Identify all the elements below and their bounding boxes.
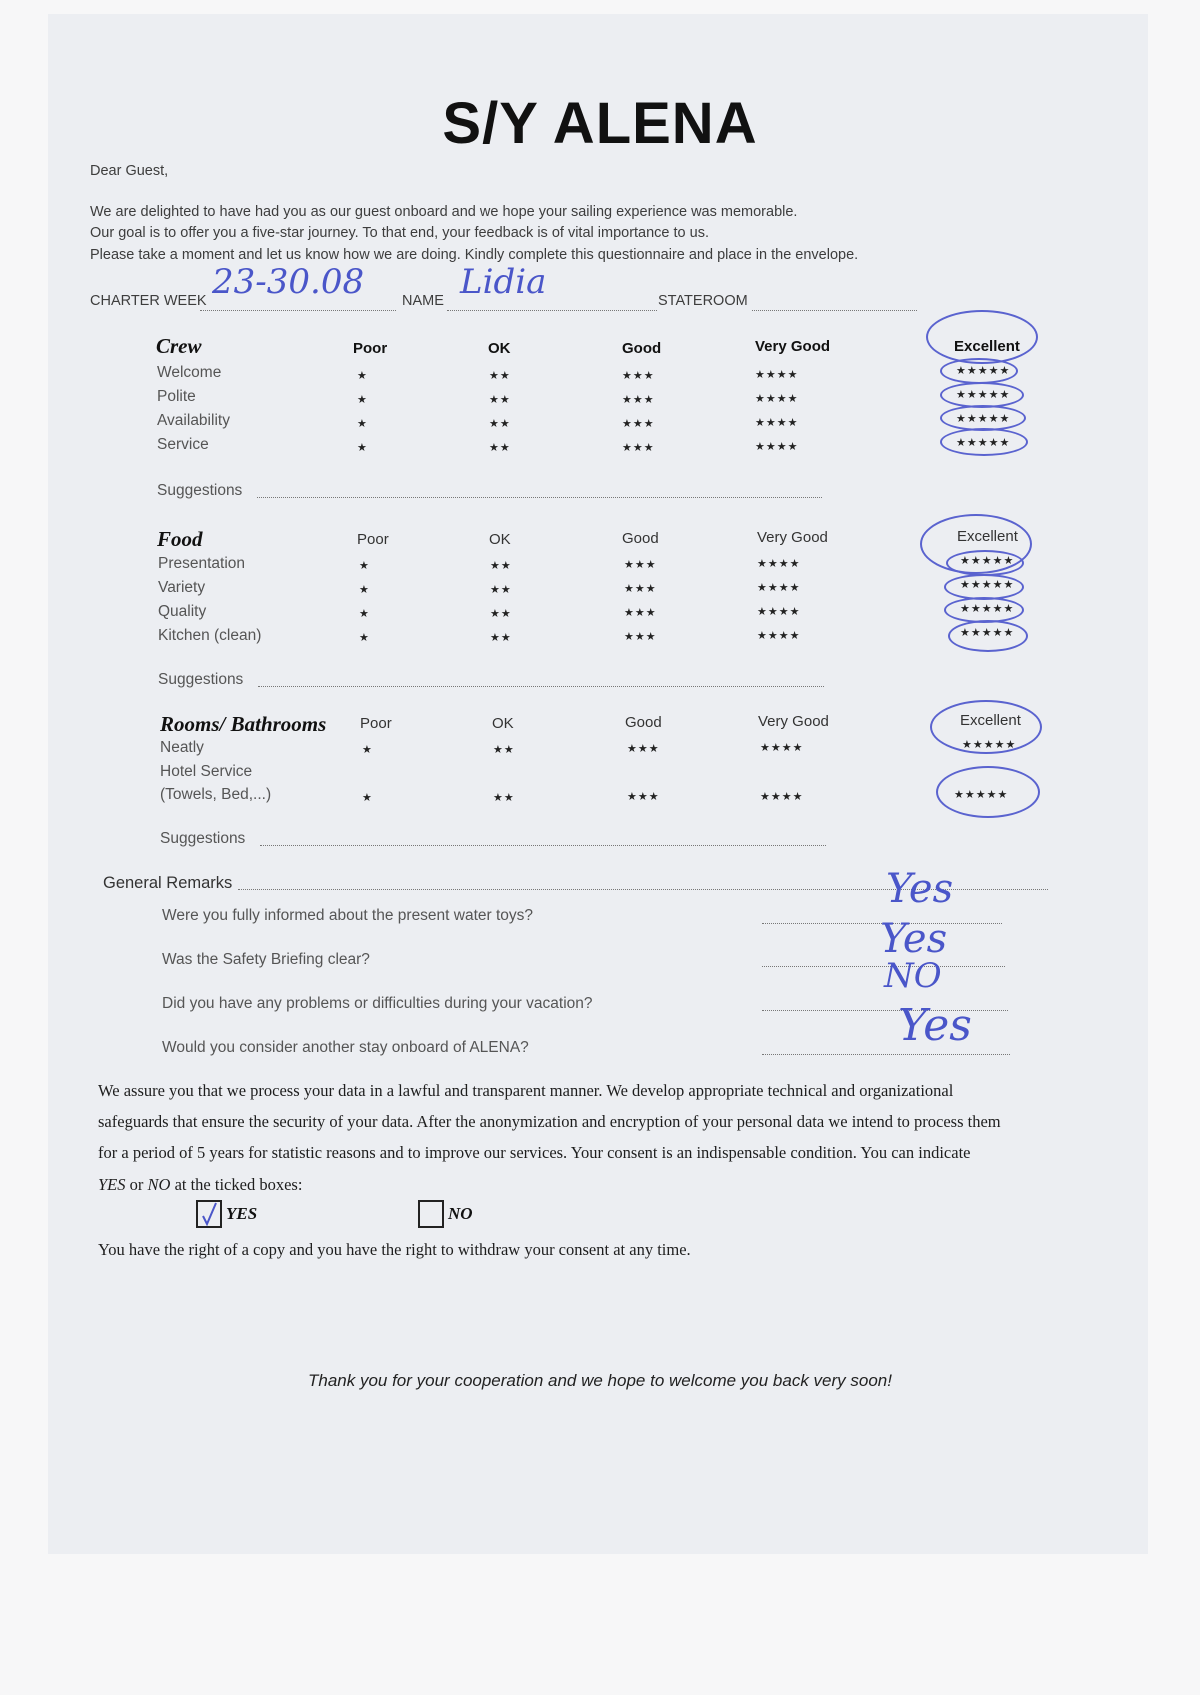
answer-another-stay[interactable]: Yes (898, 1000, 972, 1051)
food-star-option[interactable]: ★★★★★ (960, 603, 1015, 615)
consent-no-word: NO (147, 1175, 171, 1194)
consent-line-1: We assure you that we process your data in a lawful and transparent manner. We develop appropriate technical and organizational (98, 1081, 954, 1100)
thank-you-note: Thank you for your cooperation and we hope to welcome you back very soon! (307, 1371, 892, 1390)
rooms-star-option[interactable]: ★★★★ (760, 742, 804, 754)
crew-star-option[interactable]: ★★★★ (755, 369, 799, 381)
food-star-option[interactable]: ★★★ (624, 559, 657, 571)
consent-yes-word: YES (98, 1175, 126, 1194)
crew-star-option[interactable]: ★★★★★ (956, 389, 1011, 401)
food-section-title: Food (157, 527, 203, 551)
rooms-star-option[interactable]: ★★★★★ (954, 789, 1009, 801)
rooms-col-excellent: Excellent (960, 712, 1021, 729)
food-row-label: Kitchen (clean) (158, 627, 262, 644)
intro-line-3: Please take a moment and let us know how we are doing. Kindly complete this questionnaire and place in the envelope. (90, 247, 859, 263)
food-star-option[interactable]: ★★★ (624, 607, 657, 619)
stateroom-line[interactable] (752, 310, 917, 311)
rooms-star-option[interactable]: ★★ (493, 792, 515, 804)
intro-line-2: Our goal is to offer you a five-star journey. To that end, your feedback is of vital importance to us. (90, 225, 709, 241)
food-star-option[interactable]: ★★★★★ (960, 579, 1015, 591)
food-star-option[interactable]: ★★★ (624, 583, 657, 595)
yes-label: YES (226, 1204, 258, 1223)
crew-star-option[interactable]: ★★★★★ (956, 365, 1011, 377)
consent-tail: at the ticked boxes: (174, 1175, 303, 1194)
answer-water-toys[interactable]: Yes (886, 866, 954, 912)
food-star-option[interactable]: ★★ (490, 608, 512, 620)
food-col-ok: OK (489, 531, 511, 548)
charter-week-line (200, 310, 396, 311)
answer-safety-briefing[interactable]: Yes (880, 916, 948, 962)
crew-col-poor: Poor (353, 340, 388, 357)
consent-no-option[interactable] (418, 1200, 473, 1228)
form-sheet (48, 14, 1148, 1554)
food-star-option[interactable]: ★★★★ (757, 582, 801, 594)
rooms-star-option[interactable]: ★★★★★ (962, 739, 1017, 751)
rooms-star-option[interactable]: ★ (362, 792, 373, 804)
food-star-option[interactable]: ★ (359, 584, 370, 596)
crew-star-option[interactable]: ★★ (489, 442, 511, 454)
rooms-col-good: Good (625, 714, 662, 731)
no-label: NO (448, 1204, 473, 1223)
rooms-col-poor: Poor (360, 715, 392, 732)
crew-col-very-good: Very Good (755, 338, 831, 355)
food-star-option[interactable]: ★★★★ (757, 558, 801, 570)
greeting: Dear Guest, (90, 163, 169, 179)
crew-star-option[interactable]: ★ (357, 394, 368, 406)
food-star-option[interactable]: ★★★★ (757, 630, 801, 642)
question-problems: Did you have any problems or difficulties during your vacation? (162, 995, 593, 1012)
crew-suggestions-label: Suggestions (157, 482, 243, 499)
crew-star-option[interactable]: ★★★ (622, 442, 655, 454)
rooms-star-option[interactable]: ★★ (493, 744, 515, 756)
crew-star-option[interactable]: ★★ (489, 370, 511, 382)
crew-section-title: Crew (156, 334, 202, 358)
consent-line-3: for a period of 5 years for statistic reasons and to improve our services. Your consent is an indispensable condition. You can indicate (98, 1143, 971, 1162)
food-row-label: Presentation (158, 555, 246, 572)
consent-or-word: or (129, 1175, 144, 1194)
crew-star-option[interactable]: ★ (357, 442, 368, 454)
crew-col-excellent: Excellent (954, 338, 1020, 355)
no-checkbox[interactable] (418, 1200, 444, 1228)
food-suggestions-field[interactable] (258, 686, 824, 687)
crew-suggestions-field[interactable] (257, 497, 822, 498)
rooms-star-option[interactable]: ★★★★ (760, 791, 804, 803)
crew-col-good: Good (622, 340, 662, 357)
name-line (447, 310, 657, 311)
answer-problems[interactable]: NO (884, 956, 942, 996)
name-label: NAME (402, 293, 444, 309)
check-mark-icon (198, 1202, 220, 1226)
name-value[interactable]: Lidia (460, 262, 547, 302)
question-water-toys: Were you fully informed about the present water toys? (162, 907, 534, 924)
consent-line-2: safeguards that ensure the security of your data. After the anonymization and encryption of your personal data we intend to process them (98, 1112, 1001, 1131)
rooms-col-very-good: Very Good (758, 713, 829, 730)
food-col-excellent: Excellent (957, 528, 1018, 545)
food-star-option[interactable]: ★★ (490, 584, 512, 596)
stateroom-label: STATEROOM (658, 293, 748, 309)
page-title: S/Y ALENA (442, 91, 758, 156)
crew-star-option[interactable]: ★★★ (622, 370, 655, 382)
crew-star-option[interactable]: ★★★★ (755, 417, 799, 429)
food-star-option[interactable]: ★★★★★ (960, 627, 1015, 639)
question-another-stay: Would you consider another stay onboard of ALENA? (162, 1039, 529, 1056)
intro-line-1: We are delighted to have had you as our guest onboard and we hope your sailing experience was memorable. (90, 204, 798, 220)
food-star-option[interactable]: ★★★★★ (960, 555, 1015, 567)
food-suggestions-label: Suggestions (158, 671, 244, 688)
general-remarks-label: General Remarks (103, 874, 233, 892)
food-star-option[interactable]: ★ (359, 632, 370, 644)
food-star-option[interactable]: ★★★ (624, 631, 657, 643)
consent-yes-option[interactable] (196, 1200, 257, 1228)
consent-rights: You have the right of a copy and you have the right to withdraw your consent at any time. (98, 1240, 691, 1259)
rooms-row-label: Hotel Service (160, 763, 253, 780)
rooms-star-option[interactable]: ★ (362, 744, 373, 756)
question-safety-briefing: Was the Safety Briefing clear? (162, 951, 370, 968)
food-col-good: Good (622, 530, 659, 547)
food-col-poor: Poor (357, 531, 389, 548)
food-row-label: Variety (158, 579, 206, 596)
charter-week-value[interactable]: 23-30.08 (212, 262, 365, 302)
food-col-very-good: Very Good (757, 529, 828, 546)
rooms-suggestions-label: Suggestions (160, 830, 246, 847)
rooms-section-title: Rooms/ Bathrooms (160, 712, 327, 736)
food-star-option[interactable]: ★★ (490, 560, 512, 572)
rooms-col-ok: OK (492, 715, 514, 732)
crew-row-label: Welcome (157, 364, 222, 381)
rooms-star-option[interactable]: ★★★ (627, 791, 660, 803)
food-star-option[interactable]: ★ (359, 608, 370, 620)
rooms-row-label: Neatly (160, 739, 204, 756)
rooms-star-option[interactable]: ★★★ (627, 743, 660, 755)
consent-line-4 (98, 1175, 302, 1195)
rooms-suggestions-field[interactable] (260, 845, 826, 846)
crew-star-option[interactable]: ★★★★ (755, 441, 799, 453)
rooms-row-label: (Towels, Bed,...) (160, 786, 272, 803)
crew-row-label: Service (157, 436, 209, 453)
food-star-option[interactable]: ★ (359, 560, 370, 572)
crew-star-option[interactable]: ★ (357, 418, 368, 430)
food-row-label: Quality (158, 603, 207, 620)
crew-row-label: Availability (157, 412, 230, 429)
crew-star-option[interactable]: ★★★★ (755, 393, 799, 405)
crew-star-option[interactable]: ★★ (489, 394, 511, 406)
crew-star-option[interactable]: ★★★ (622, 418, 655, 430)
yes-checkbox[interactable] (196, 1200, 222, 1228)
crew-col-ok: OK (488, 340, 511, 357)
crew-star-option[interactable]: ★★ (489, 418, 511, 430)
food-star-option[interactable]: ★★ (490, 632, 512, 644)
charter-week-label: CHARTER WEEK (90, 293, 207, 309)
crew-star-option[interactable]: ★ (357, 370, 368, 382)
crew-star-option[interactable]: ★★★★★ (956, 437, 1011, 449)
food-star-option[interactable]: ★★★★ (757, 606, 801, 618)
crew-star-option[interactable]: ★★★★★ (956, 413, 1011, 425)
crew-row-label: Polite (157, 388, 196, 405)
crew-star-option[interactable]: ★★★ (622, 394, 655, 406)
answer-line-another-stay (762, 1054, 1010, 1055)
